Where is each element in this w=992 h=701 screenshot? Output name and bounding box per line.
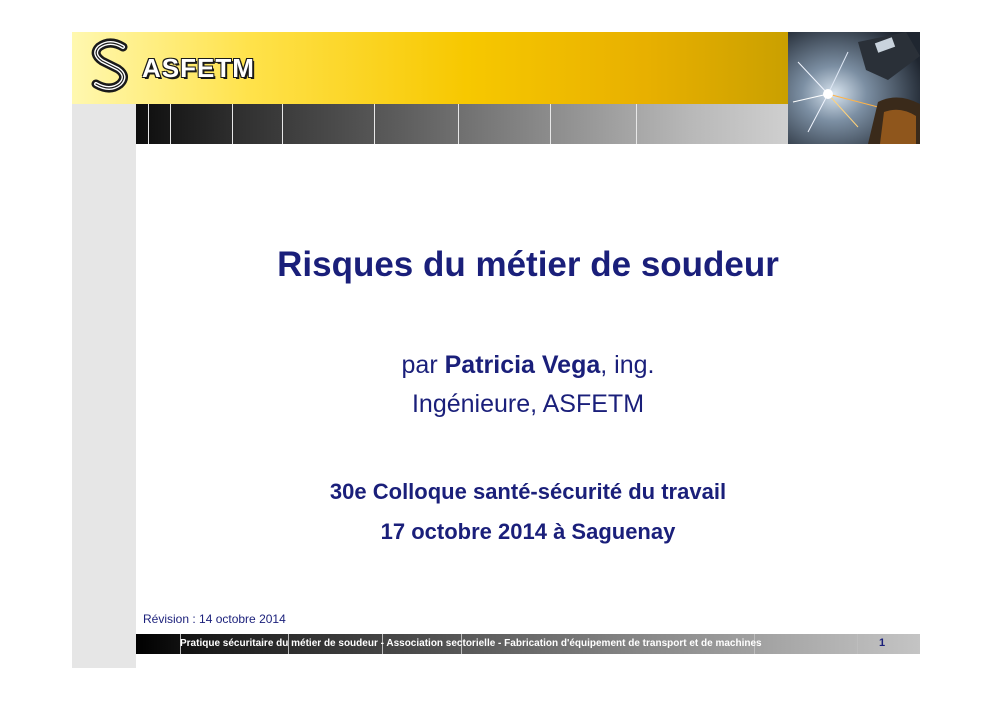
left-band — [72, 104, 136, 668]
footer-bar — [136, 634, 920, 654]
byline-suffix: , ing. — [600, 351, 655, 379]
byline-author — [136, 351, 920, 380]
asfetm-logo-icon — [90, 38, 130, 96]
byline-prefix: par — [401, 351, 445, 379]
slide-title: Risques du métier de soudeur — [277, 245, 779, 284]
brand-name: ASFETM — [142, 53, 255, 83]
slide — [72, 32, 920, 668]
revision-date: Révision : 14 octobre 2014 — [143, 612, 286, 626]
event-name: 30e Colloque santé-sécurité du travail — [329, 479, 727, 504]
welder-photo-icon — [788, 32, 920, 144]
footer-text: Pratique sécuritaire du métier de soudeur - Association sectorielle - Fabrication d'équipement de transport et de machines — [180, 638, 762, 649]
event-date: 17 octobre 2014 à Saguenay — [380, 519, 676, 544]
page-number: 1 — [879, 637, 886, 649]
header-bar — [72, 32, 788, 104]
byline-role: Ingénieure, ASFETM — [411, 390, 645, 418]
author-name: Patricia Vega — [444, 351, 601, 379]
header-stripe — [136, 104, 788, 144]
